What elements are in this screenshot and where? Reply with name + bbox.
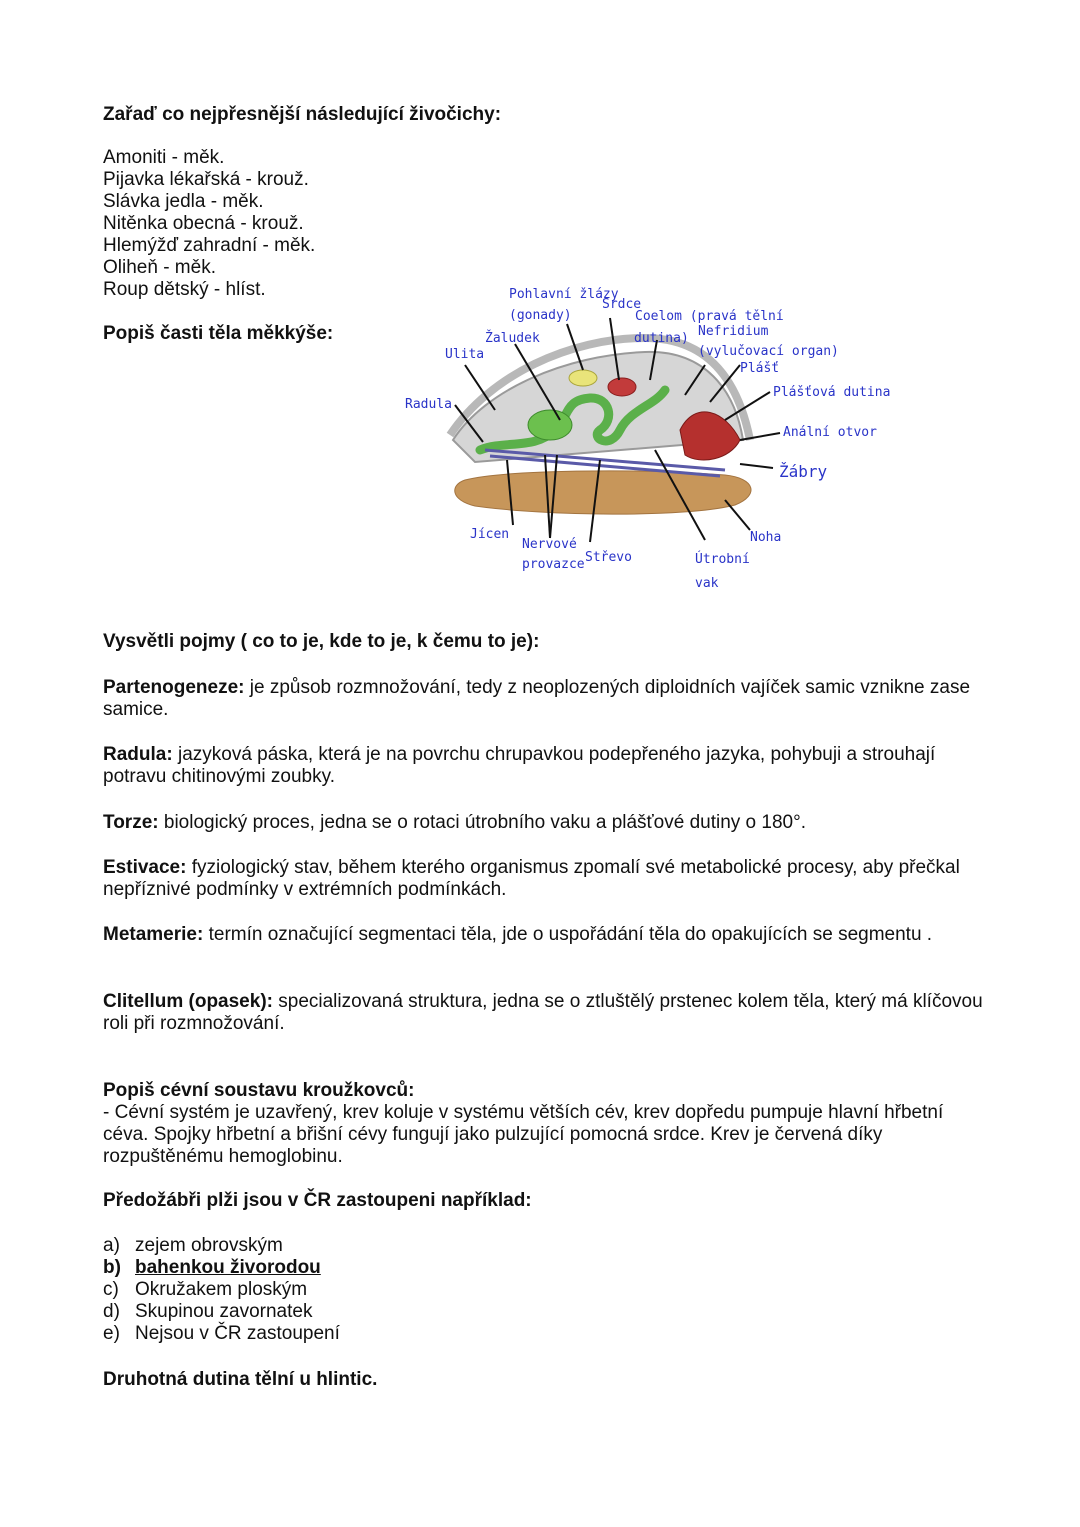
option-text: Okružakem ploským: [135, 1279, 308, 1300]
label-provazce: provazce: [522, 557, 585, 572]
term-title: Radula:: [103, 744, 173, 765]
term-title: Estivace:: [103, 857, 187, 878]
list-item: Slávka jedla - měk.: [103, 191, 264, 212]
term-definition: biologický proces, jedna se o rotaci útrobního vaku a plášťové dutiny o 180°.: [158, 812, 806, 833]
option-text: Nejsou v ČR zastoupení: [135, 1323, 340, 1344]
circulatory-heading: Popiš cévní soustavu kroužkovců:: [103, 1080, 415, 1101]
term-radula: [103, 744, 983, 788]
question-heading: Předožábři plži jsou v ČR zastoupeni například:: [103, 1190, 532, 1211]
term-definition: specializovaná struktura, jedna se o ztluštělý prstenec kolem těla, který má klíčovou roli při rozmnožování.: [103, 991, 983, 1034]
list-item: Roup dětský - hlíst.: [103, 279, 266, 300]
option-c: [103, 1279, 340, 1301]
label-noha: Noha: [750, 530, 782, 545]
gonad-shape: [569, 370, 597, 386]
option-d: [103, 1301, 340, 1323]
label-srdce: Srdce: [602, 297, 642, 312]
option-e: [103, 1323, 340, 1345]
mollusc-diagram: [395, 280, 895, 600]
label-gonady: (gonady): [509, 308, 572, 323]
foot-shape: [455, 471, 751, 514]
term-torze: [103, 812, 983, 834]
option-letter: b): [103, 1257, 121, 1278]
option-b: [103, 1257, 340, 1279]
label-vylucovaci: (vylučovací organ): [698, 344, 839, 359]
label-jicen: Jícen: [470, 527, 510, 542]
list-item: Amoniti - měk.: [103, 147, 225, 168]
answer-options: [103, 1235, 340, 1345]
option-text: bahenkou živorodou: [135, 1257, 321, 1278]
list-item: Hlemýžď zahradní - měk.: [103, 235, 316, 256]
option-a: [103, 1235, 340, 1257]
body-parts-heading: Popiš časti těla měkkýše:: [103, 323, 334, 344]
term-definition: fyziologický stav, během kterého organismus zpomalí své metabolické procesy, aby přečkal nepříznivé podmínky v extrémních podmínkách.: [103, 857, 960, 900]
term-estivace: [103, 857, 983, 901]
label-strevo: Střevo: [585, 550, 632, 565]
term-definition: jazyková páska, která je na povrchu chrupavkou podepřeného jazyka, pohybuji a strouhají potravu chitinovými zoubky.: [103, 744, 936, 787]
circulatory-text: - Cévní systém je uzavřený, krev koluje v systému větších cév, krev dopředu pumpuje hlavní hřbetní céva. Spojky hřbetní a břišní cévy fungují jako pulzující pomocná srdce. Krev je červená díky rozpuštěnému hemoglobinu.: [103, 1102, 944, 1167]
label-ulita: Ulita: [445, 347, 485, 362]
term-partenogeneze: [103, 677, 983, 721]
heart-shape: [608, 378, 636, 396]
term-title: Partenogeneze:: [103, 677, 245, 698]
option-letter: d): [103, 1301, 120, 1322]
label-plast: Plášť: [740, 361, 780, 376]
term-clitellum: [103, 991, 983, 1035]
option-letter: a): [103, 1235, 120, 1256]
terms-heading: Vysvětli pojmy ( co to je, kde to je, k čemu to je):: [103, 631, 540, 652]
option-letter: e): [103, 1323, 120, 1344]
label-plastova: Plášťová dutina: [773, 385, 891, 400]
label-utrobni: Útrobní: [695, 552, 750, 567]
option-text: zejem obrovským: [135, 1235, 283, 1256]
label-analni: Anální otvor: [783, 425, 877, 440]
stomach-shape: [528, 410, 572, 440]
term-metamerie: [103, 924, 983, 946]
label-coelom: Coelom (pravá tělní: [635, 309, 784, 324]
classify-list: [103, 147, 315, 301]
term-title: Torze:: [103, 812, 159, 833]
option-text: Skupinou zavornatek: [135, 1301, 313, 1322]
last-heading: Druhotná dutina tělní u hlintic.: [103, 1369, 378, 1390]
list-item: Oliheň - měk.: [103, 257, 216, 278]
term-title: Metamerie:: [103, 924, 204, 945]
label-radula: Radula: [405, 397, 452, 412]
term-definition: termín označující segmentaci těla, jde o uspořádání těla do opakujících se segmentu .: [203, 924, 933, 945]
option-letter: c): [103, 1279, 119, 1300]
label-coelom-2: dutina): [634, 331, 689, 346]
label-vak: vak: [695, 576, 719, 591]
label-nervove: Nervové: [522, 537, 577, 552]
term-title: Clitellum (opasek):: [103, 991, 273, 1012]
label-nefridium: Nefridium: [698, 324, 769, 339]
list-item: Pijavka lékařská - krouž.: [103, 169, 309, 190]
list-item: Nitěnka obecná - krouž.: [103, 213, 304, 234]
label-zaludek: Žaludek: [485, 331, 540, 346]
label-pohlavni: Pohlavní žlázy: [509, 287, 619, 302]
classify-heading: Zařaď co nejpřesnější následující živočichy:: [103, 104, 502, 125]
term-definition: je způsob rozmnožování, tedy z neoplozených diploidních vajíček samic vznikne zase samice.: [103, 677, 971, 720]
label-zabry: Žábry: [779, 462, 828, 481]
